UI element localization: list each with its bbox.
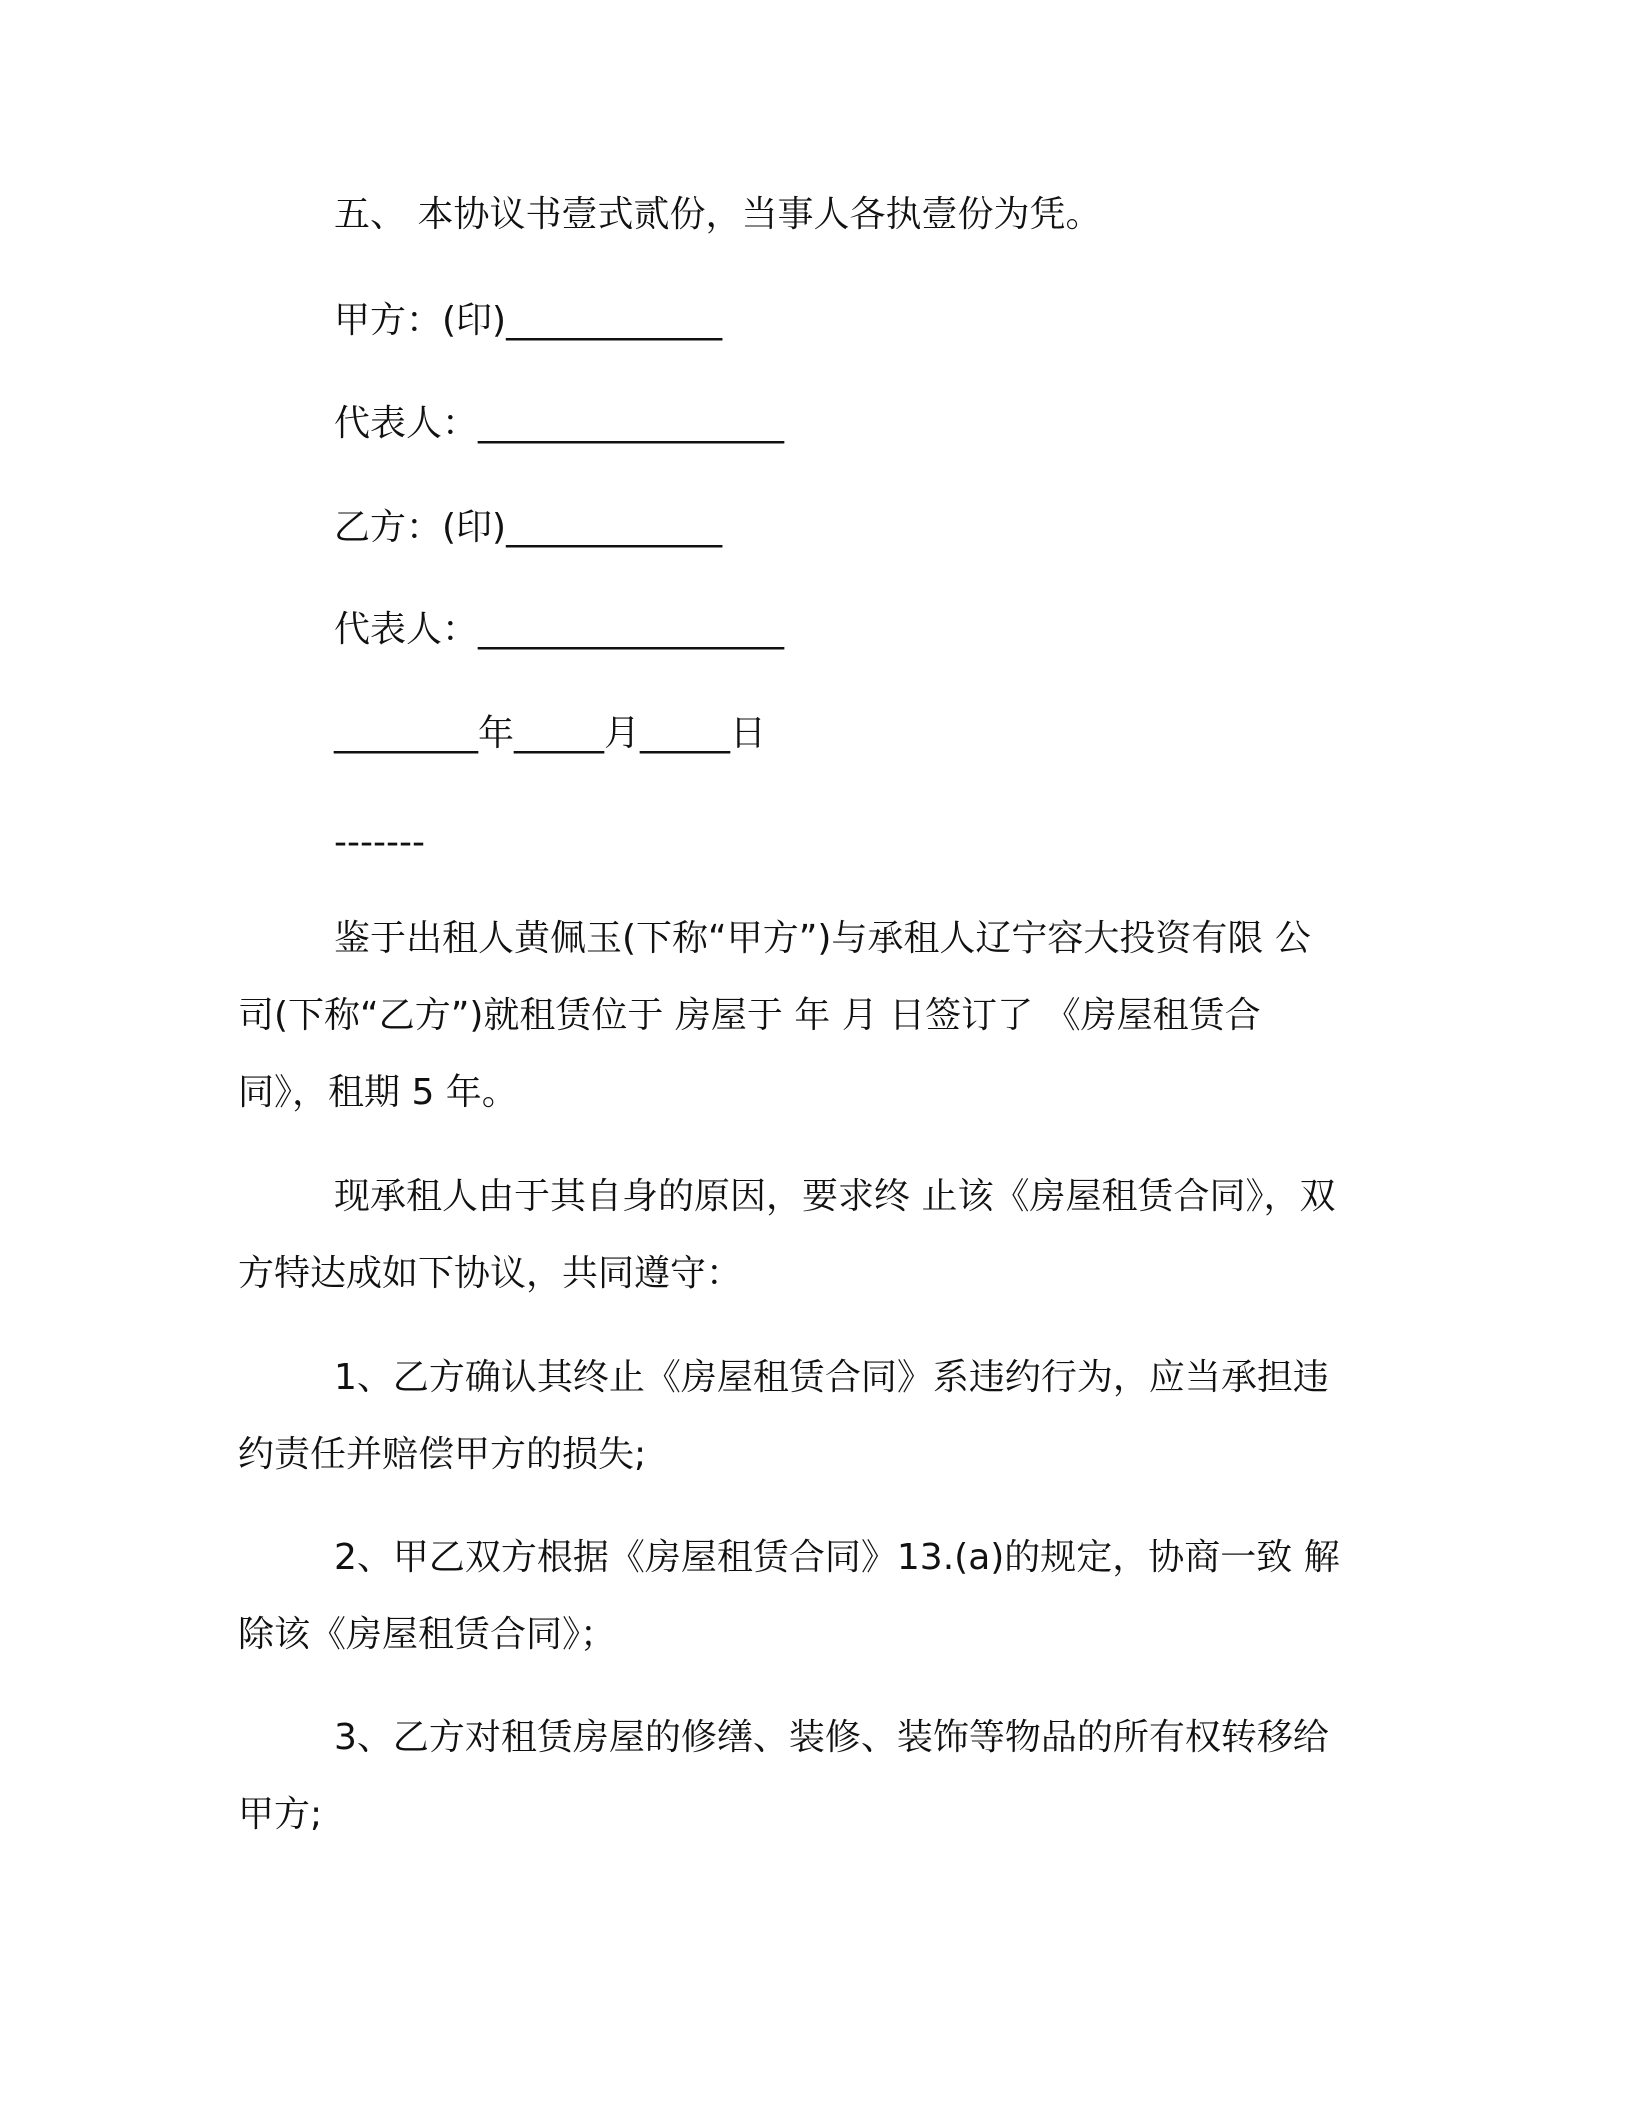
party-a-representative-line: 代表人：_________________ bbox=[334, 403, 785, 444]
item-3-line-2: 甲方; bbox=[238, 1794, 323, 1835]
item-1-line-1: 1、乙方确认其终止《房屋租赁合同》系违约行为，应当承担违 bbox=[334, 1357, 1329, 1398]
intro-line-2: 司(下称“乙方”)就租赁位于 房屋于 年 月 日签订了 《房屋租赁合 bbox=[238, 995, 1261, 1036]
party-a-seal-line: 甲方：(印)____________ bbox=[334, 300, 723, 341]
reason-line-1: 现承租人由于其自身的原因，要求终 止该《房屋租赁合同》，双 bbox=[334, 1176, 1336, 1217]
party-b-representative-line: 代表人：_________________ bbox=[334, 609, 785, 650]
item-2-line-1: 2、甲乙双方根据《房屋租赁合同》13.(a)的规定，协商一致 解 bbox=[334, 1537, 1340, 1578]
item-1-line-2: 约责任并赔偿甲方的损失; bbox=[238, 1434, 647, 1475]
item-2-line-2: 除该《房屋租赁合同》； bbox=[238, 1614, 617, 1655]
party-b-seal-line: 乙方：(印)____________ bbox=[334, 507, 723, 548]
item-3-line-1: 3、乙方对租赁房屋的修缮、装修、装饰等物品的所有权转移给 bbox=[334, 1717, 1329, 1758]
section-separator: ------- bbox=[334, 822, 425, 863]
intro-line-3: 同》，租期 5 年。 bbox=[238, 1072, 518, 1113]
intro-line-1: 鉴于出租人黄佩玉(下称“甲方”)与承租人辽宁容大投资有限 公 bbox=[334, 918, 1311, 959]
date-line: ________年_____月_____日 bbox=[334, 713, 766, 754]
reason-line-2: 方特达成如下协议，共同遵守： bbox=[238, 1253, 743, 1294]
clause-five: 五、 本协议书壹式贰份，当事人各执壹份为凭。 bbox=[334, 194, 1102, 235]
